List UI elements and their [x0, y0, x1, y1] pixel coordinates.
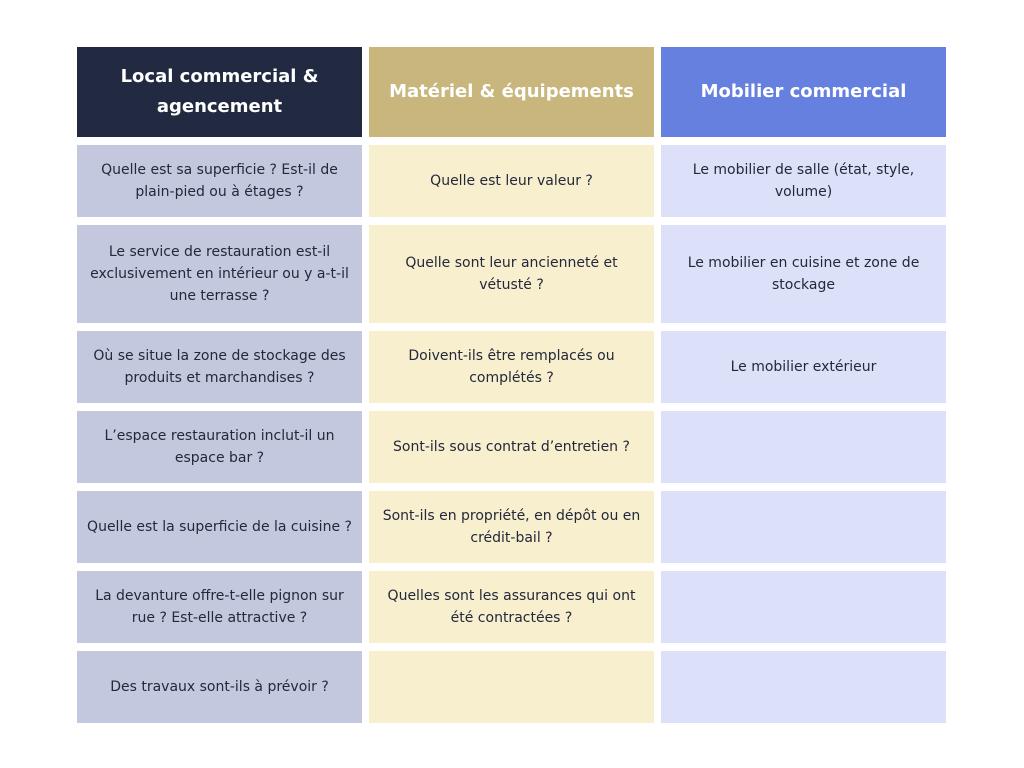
table-cell: Le mobilier en cuisine et zone de stockage — [661, 225, 946, 323]
table-cell: Sont-ils sous contrat d’entretien ? — [369, 411, 654, 483]
table-cell — [661, 651, 946, 723]
column-header: Local commercial & agencement — [77, 47, 362, 137]
column-local-commercial — [77, 47, 362, 723]
table-cell: L’espace restauration inclut-il un espace bar ? — [77, 411, 362, 483]
table-cell — [369, 651, 654, 723]
table-cell: Quelle est sa superficie ? Est-il de plain-pied ou à étages ? — [77, 145, 362, 217]
table-cell — [661, 411, 946, 483]
table-cell: Le mobilier de salle (état, style, volume) — [661, 145, 946, 217]
table-cell: Doivent-ils être remplacés ou complétés ? — [369, 331, 654, 403]
column-materiel-equipements — [369, 47, 654, 723]
table-cell — [661, 491, 946, 563]
table-cell: La devanture offre-t-elle pignon sur rue ? Est-elle attractive ? — [77, 571, 362, 643]
column-header: Mobilier commercial — [661, 47, 946, 137]
comparison-table — [77, 47, 946, 723]
table-cell: Quelles sont les assurances qui ont été contractées ? — [369, 571, 654, 643]
column-header: Matériel & équipements — [369, 47, 654, 137]
table-cell — [661, 571, 946, 643]
table-cell: Le service de restauration est-il exclusivement en intérieur ou y a-t-il une terrasse ? — [77, 225, 362, 323]
table-cell: Quelle sont leur ancienneté et vétusté ? — [369, 225, 654, 323]
table-cell: Sont-ils en propriété, en dépôt ou en crédit-bail ? — [369, 491, 654, 563]
table-cell: Quelle est la superficie de la cuisine ? — [77, 491, 362, 563]
table-cell: Où se situe la zone de stockage des produits et marchandises ? — [77, 331, 362, 403]
table-cell: Quelle est leur valeur ? — [369, 145, 654, 217]
table-cell: Le mobilier extérieur — [661, 331, 946, 403]
column-mobilier-commercial — [661, 47, 946, 723]
table-cell: Des travaux sont-ils à prévoir ? — [77, 651, 362, 723]
